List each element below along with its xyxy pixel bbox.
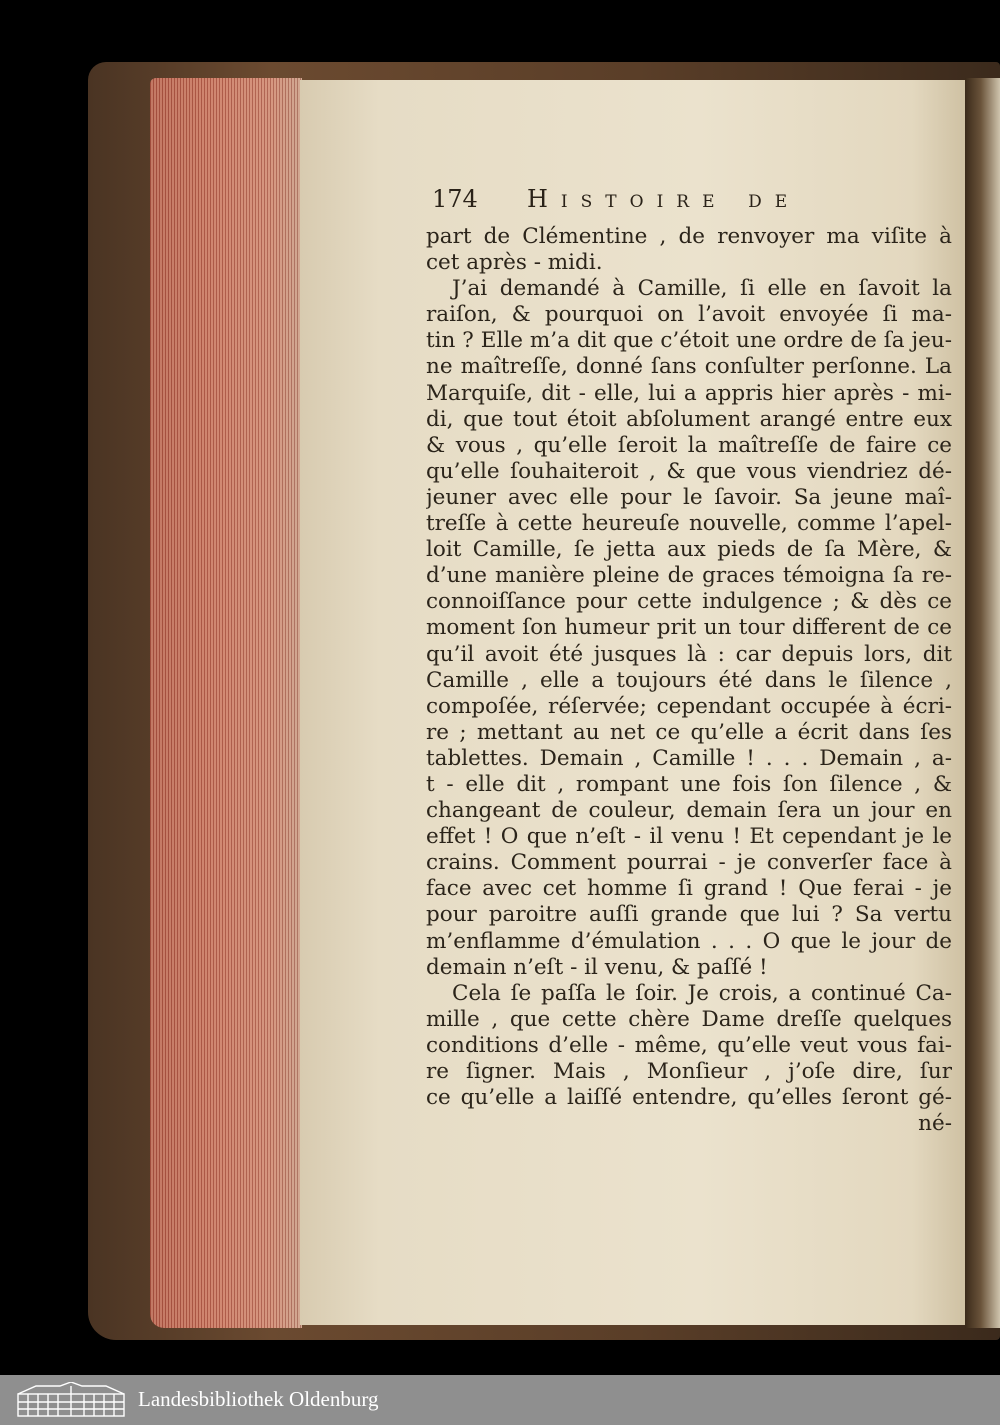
- text-line: treſſe à cette heureuſe nouvelle, comme l’apel-: [426, 511, 952, 537]
- library-building-icon: [16, 1382, 126, 1418]
- text-line: pour paroitre auſſi grande que lui ? Sa vertu: [426, 902, 952, 928]
- running-title: Histoire de: [527, 185, 801, 213]
- text-line: di, que tout étoit abſolument arangé entre eux: [426, 406, 952, 432]
- book-spine: [965, 78, 1000, 1328]
- text-line: raiſon, & pourquoi on l’avoit envoyée ſi ma-: [426, 302, 952, 328]
- text-line: ne maîtreſſe, donné ſans conſulter perſonne. La: [426, 354, 952, 380]
- text-line: re ſigner. Mais , Monſieur , j’oſe dire, ſur: [426, 1059, 952, 1084]
- text-line: qu’il avoit été jusques là : car depuis lors, dit: [426, 641, 952, 667]
- text-line: mille , que cette chère Dame dreſſe quelques: [426, 1006, 952, 1032]
- text-line: qu’elle ſouhaiteroit , & que vous viendriez dé-: [426, 458, 952, 484]
- footer-bar: [0, 1375, 1000, 1425]
- text-line: tin ? Elle m’a dit que c’étoit une ordre de ſa jeu-: [426, 328, 952, 354]
- text-line: Camille , elle a toujours été dans le ſilence ,: [426, 667, 952, 693]
- text-line: changeant de couleur, demain ſera un jour en: [426, 798, 952, 824]
- text-line: crains. Comment pourrai - je converſer face à: [426, 850, 952, 876]
- text-line: d’une manière pleine de graces témoigna ſa re-: [426, 563, 952, 589]
- text-line: m’enflamme d’émulation . . . O que le jour de: [426, 928, 952, 954]
- text-line: tablettes. Demain , Camille ! . . . Demain , a-: [426, 745, 952, 771]
- text-line: effet ! O que n’eſt - il venu ! Et cependant je le: [426, 824, 952, 850]
- text-line: J’ai demandé à Camille, ſi elle en ſavoit la: [452, 276, 952, 302]
- page-text: [426, 224, 952, 1137]
- text-line: face avec cet homme ſi grand ! Que ferai - je: [426, 876, 952, 902]
- text-line: connoiſſance pour cette indulgence ; & dès ce: [426, 589, 952, 615]
- text-line: re ; mettant au net ce qu’elle a écrit dans ſes: [426, 719, 952, 745]
- running-head: [432, 185, 952, 215]
- text-line: moment ſon humeur prit un tour different de ce: [426, 615, 952, 641]
- page-number: 174: [432, 185, 478, 213]
- text-line: conditions d’elle - même, qu’elle veut vous fai-: [426, 1032, 952, 1058]
- page-edges: [150, 78, 302, 1328]
- text-line: Marquiſe, dit - elle, lui a appris hier après - mi-: [426, 380, 952, 406]
- text-line: demain n’eſt - il venu, & paſſé !: [426, 954, 768, 980]
- text-line: jeuner avec elle pour le ſavoir. Sa jeune maî-: [426, 484, 952, 510]
- text-line: t - elle dit , rompant une fois ſon ſilence , &: [426, 771, 952, 797]
- text-line: compoſée, réſervée; cependant occupée à écri-: [426, 693, 952, 719]
- text-line: part de Clémentine , de renvoyer ma viſite à: [426, 224, 952, 249]
- text-line: & vous , qu’elle ſeroit la maîtreſſe de faire ce: [426, 432, 952, 458]
- text-line: ce qu’elle a laiſſé entendre, qu’elles ſeront gé-: [426, 1085, 952, 1111]
- text-line: loit Camille, ſe jetta aux pieds de ſa Mère, &: [426, 537, 952, 563]
- catchword: né-: [918, 1111, 952, 1137]
- text-line: cet après - midi.: [426, 250, 603, 276]
- institution-name: Landesbibliothek Oldenburg: [138, 1387, 379, 1411]
- text-line: Cela ſe paſſa le ſoir. Je crois, a continué Ca-: [452, 980, 952, 1006]
